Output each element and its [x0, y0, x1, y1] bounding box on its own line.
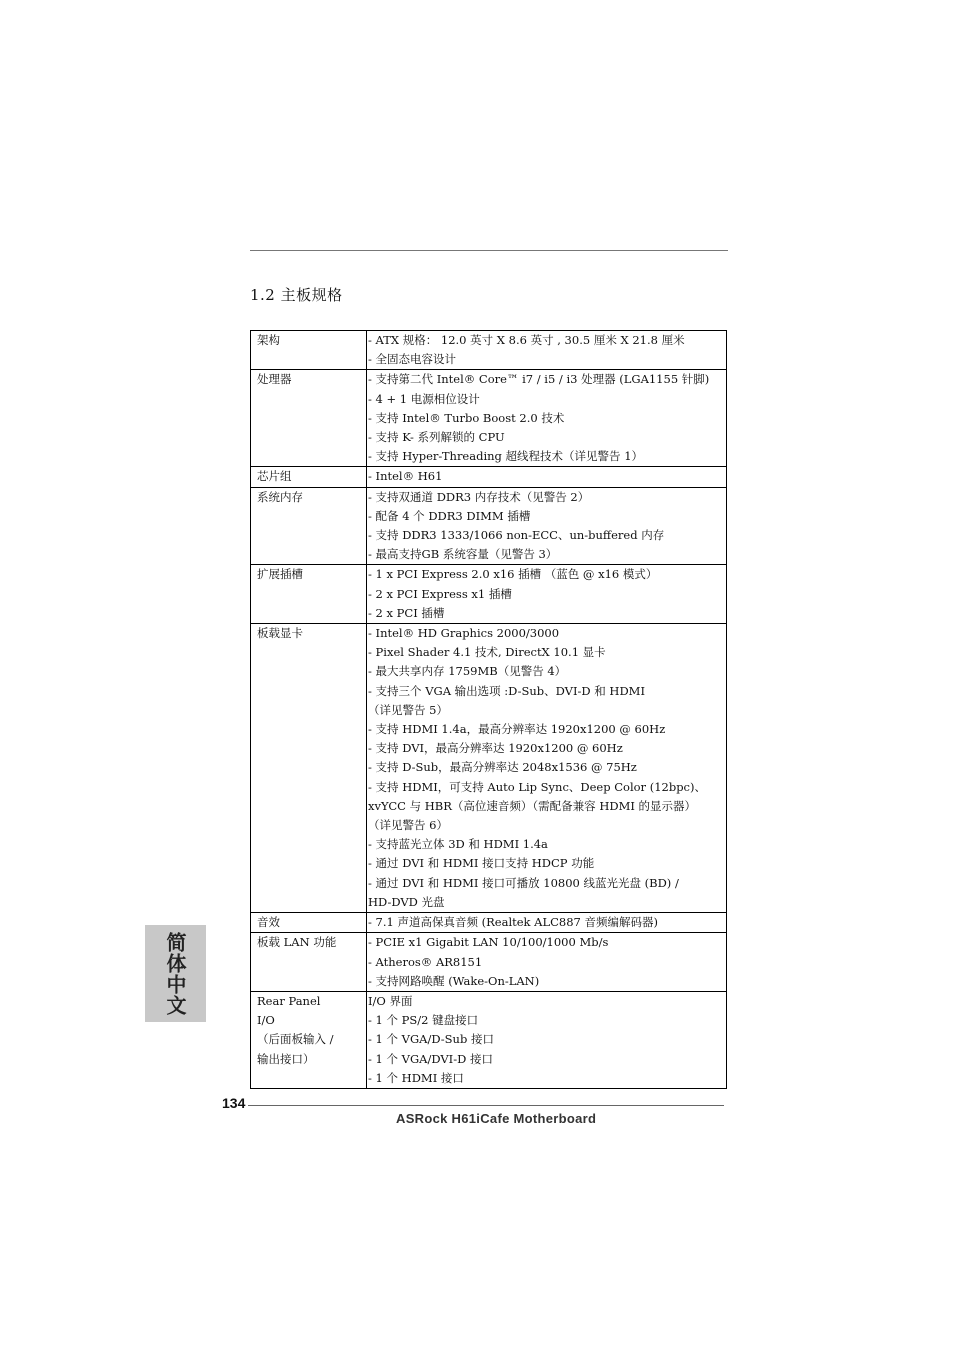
spec-row: [251, 370, 727, 467]
spec-value-line: - Intel® HD Graphics 2000/3000: [368, 626, 560, 641]
spec-value-line: - 支持 D-Sub，最高分辨率达 2048x1536 @ 75Hz: [368, 760, 637, 775]
spec-value-line: - Atheros® AR8151: [368, 954, 483, 969]
spec-label-cell: [251, 624, 367, 913]
spec-value-line: - 2 x PCI Express x1 插槽: [368, 586, 512, 601]
spec-label: 芯片组: [257, 469, 292, 484]
spec-value-line: - 支持 HDMI，可支持 Auto Lip Sync、Deep Color (12bpc)、: [368, 779, 706, 794]
spec-value-line: （详见警告 6）: [368, 818, 448, 833]
spec-value-line: - 支持 DDR3 1333/1066 non-ECC、un-buffered 内存: [368, 528, 665, 543]
spec-value-line: - 7.1 声道高保真音频 (Realtek ALC887 音频编解码器): [368, 915, 659, 930]
spec-row: [251, 991, 727, 1088]
spec-row: [251, 624, 727, 913]
spec-row: [251, 467, 727, 487]
spec-value-cell: [367, 933, 727, 992]
spec-label: 板载显卡: [257, 626, 303, 641]
spec-value-line: HD-DVD 光盘: [368, 894, 445, 909]
spec-label: 音效: [257, 915, 280, 930]
spec-value-line: - 1 个 PS/2 键盘接口: [368, 1013, 479, 1028]
spec-value-line: - 通过 DVI 和 HDMI 接口可播放 10800 线蓝光光盘 (BD) /: [368, 875, 679, 890]
spec-row: [251, 933, 727, 992]
section-title: 1.2 主板规格: [250, 286, 343, 304]
footer-text: ASRock H61iCafe Motherboard: [396, 1111, 597, 1126]
spec-value-cell: [367, 624, 727, 913]
spec-value-line: （详见警告 5）: [368, 702, 448, 717]
spec-row: [251, 331, 727, 370]
spec-label-cell: [251, 467, 367, 487]
spec-label: （后面板输入 /: [257, 1032, 334, 1047]
spec-value-line: - 2 x PCI 插槽: [368, 605, 445, 620]
spec-table: [250, 330, 727, 1089]
spec-value-line: - 支持双通道 DDR3 内存技术（见警告 2）: [368, 489, 590, 504]
spec-value-line: - 通过 DVI 和 HDMI 接口支持 HDCP 功能: [368, 856, 595, 871]
spec-value-line: - 最大共享内存 1759MB（见警告 4）: [368, 664, 567, 679]
spec-value-line: - 配备 4 个 DDR3 DIMM 插槽: [368, 508, 531, 523]
top-rule: [250, 250, 728, 251]
spec-value-cell: [367, 467, 727, 487]
language-tab: [145, 925, 206, 1022]
language-tab-label: 简体中文: [163, 931, 187, 1016]
spec-value-line: - 4 + 1 电源相位设计: [368, 391, 480, 406]
spec-label: 扩展插槽: [257, 567, 303, 582]
spec-label-cell: [251, 487, 367, 565]
spec-value-line: - 支持 Intel® Turbo Boost 2.0 技术: [368, 410, 565, 425]
spec-value-line: - 1 个 VGA/DVI-D 接口: [368, 1051, 493, 1066]
spec-value-line: - 1 个 VGA/D-Sub 接口: [368, 1032, 494, 1047]
spec-value-line: xvYCC 与 HBR（高位速音频）（需配备兼容 HDMI 的显示器）: [368, 798, 697, 813]
spec-label: Rear Panel: [257, 993, 321, 1008]
spec-label-cell: [251, 331, 367, 370]
spec-value-cell: [367, 331, 727, 370]
spec-value-line: - ATX 规格： 12.0 英寸 X 8.6 英寸 , 30.5 厘米 X 21.8 厘米: [368, 333, 685, 347]
spec-value-line: - 支持第二代 Intel® Core™ i7 / i5 / i3 处理器 (LGA1155 针脚): [368, 372, 710, 387]
spec-value-line: - 全固态电容设计: [368, 352, 457, 367]
spec-label-cell: [251, 913, 367, 933]
spec-value-cell: [367, 565, 727, 624]
spec-value-line: - Intel® H61: [368, 469, 443, 484]
spec-value-line: - Pixel Shader 4.1 技术, DirectX 10.1 显卡: [368, 645, 606, 660]
spec-value-line: - 支持 HDMI 1.4a，最高分辨率达 1920x1200 @ 60Hz: [368, 722, 666, 737]
spec-value-cell: [367, 991, 727, 1088]
spec-label: 板载 LAN 功能: [257, 935, 337, 950]
spec-label: 架构: [257, 333, 280, 347]
spec-label-cell: [251, 991, 367, 1088]
page-number: 134: [222, 1095, 246, 1111]
spec-value-cell: [367, 487, 727, 565]
spec-value-cell: [367, 913, 727, 933]
spec-value-line: I/O 界面: [368, 993, 413, 1008]
spec-label-cell: [251, 565, 367, 624]
spec-value-line: - 支持网路唤醒 (Wake-On-LAN): [368, 973, 540, 988]
spec-value-line: - 1 个 HDMI 接口: [368, 1070, 464, 1085]
spec-value-line: - PCIE x1 Gigabit LAN 10/100/1000 Mb/s: [368, 935, 609, 950]
spec-label: 处理器: [257, 372, 292, 387]
spec-value-line: - 支持三个 VGA 输出选项 :D-Sub、DVI-D 和 HDMI: [368, 683, 645, 698]
spec-value-cell: [367, 370, 727, 467]
spec-row: [251, 913, 727, 933]
spec-value-line: - 最高支持GB 系统容量（见警告 3）: [368, 547, 558, 562]
spec-label-cell: [251, 370, 367, 467]
spec-value-line: - 支持 Hyper-Threading 超线程技术（详见警告 1）: [368, 449, 644, 464]
spec-label: 系统内存: [257, 489, 303, 504]
spec-value-line: - 支持 DVI，最高分辨率达 1920x1200 @ 60Hz: [368, 741, 623, 756]
spec-row: [251, 565, 727, 624]
spec-value-line: - 支持 K- 系列解锁的 CPU: [368, 430, 505, 445]
bottom-rule: [248, 1105, 724, 1106]
spec-value-line: - 支持蓝光立体 3D 和 HDMI 1.4a: [368, 837, 548, 852]
spec-label: 输出接口）: [257, 1051, 315, 1066]
spec-label-cell: [251, 933, 367, 992]
spec-row: [251, 487, 727, 565]
spec-value-line: - 1 x PCI Express 2.0 x16 插槽 （蓝色 @ x16 模式）: [368, 567, 658, 582]
spec-label: I/O: [257, 1013, 275, 1028]
